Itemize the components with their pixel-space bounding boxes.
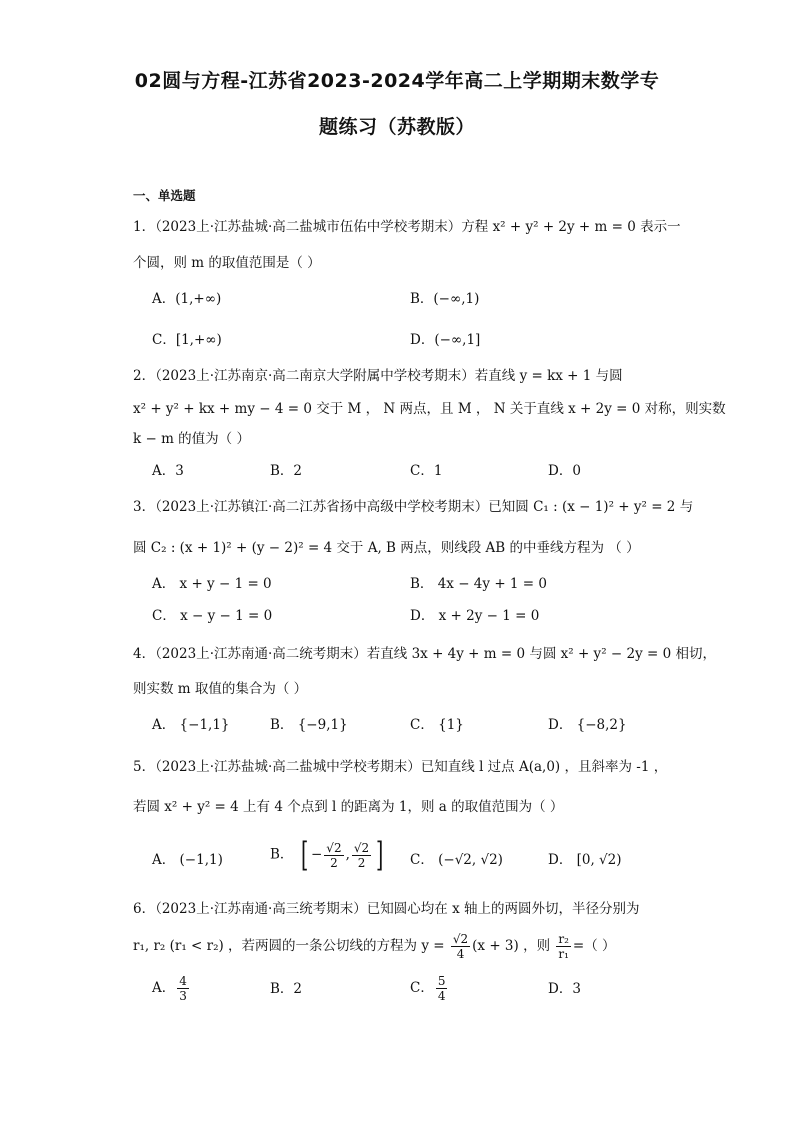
section-heading: 一、单选题 bbox=[133, 188, 196, 203]
question-5-line-2: 若圆 x² + y² = 4 上有 4 个点到 l 的距离为 1，则 a 的取值范围为（ ） bbox=[133, 799, 564, 815]
question-1-option-a[interactable]: A．(1,+∞) bbox=[152, 291, 222, 307]
question-1-line-1: 1．（2023上·江苏盐城·高二盐城市伍佑中学校考期末）方程 x² + y² + 2y + m = 0 表示一 bbox=[133, 219, 681, 235]
question-3-line-1: 3．（2023上·江苏镇江·高二江苏省扬中高级中学校考期末）已知圆 C₁ : (x − 1)² + y² = 2 与 bbox=[133, 499, 694, 515]
question-1-line-2: 个圆，则 m 的取值范围是（ ） bbox=[133, 255, 321, 271]
question-3-option-c[interactable]: C． x − y − 1 = 0 bbox=[152, 608, 273, 624]
minus-sign: − bbox=[310, 846, 323, 863]
question-5-option-d[interactable]: D． [0, √2) bbox=[548, 852, 622, 868]
question-2-line-3: k − m 的值为（ ） bbox=[133, 431, 250, 447]
question-4-option-a[interactable]: A． {−1,1} bbox=[152, 717, 230, 733]
question-3-option-a[interactable]: A． x + y − 1 = 0 bbox=[152, 576, 272, 592]
question-4-option-b[interactable]: B． {−9,1} bbox=[270, 717, 348, 733]
question-2-line-2: x² + y² + kx + my − 4 = 0 交于 M ， N 两点，且 M ， N 关于直线 x + 2y = 0 对称，则实数 bbox=[133, 401, 726, 417]
question-5-line-1: 5．（2023上·江苏盐城·高二盐城中学校考期末）已知直线 l 过点 A(a,0) ，且斜率为 -1 ， bbox=[133, 759, 668, 775]
question-5-option-b-label: B． bbox=[270, 846, 294, 863]
question-5-option-c[interactable]: C． (−√2, √2) bbox=[410, 852, 503, 868]
question-2-option-b[interactable]: B．2 bbox=[270, 463, 303, 479]
question-6-option-b[interactable]: B．2 bbox=[270, 981, 303, 997]
fraction: $\frac{5}{4}$ bbox=[437, 974, 446, 1003]
question-6-option-a[interactable]: A． $\frac{4}{3}$ bbox=[152, 974, 187, 1003]
fraction: $\frac{\text{r₂}}{\text{r₁}}$ bbox=[558, 932, 569, 961]
fraction: $\frac{√2}{2}$ bbox=[326, 840, 342, 870]
question-4-line-1: 4．（2023上·江苏南通·高二统考期末）若直线 3x + 4y + m = 0 与圆 x² + y² − 2y = 0 相切， bbox=[133, 646, 716, 662]
fraction: $\frac{√2}{4}$ bbox=[452, 932, 469, 961]
fraction: $\frac{√2}{2}$ bbox=[353, 840, 370, 870]
question-2-line-1: 2．（2023上·江苏南京·高二南京大学附属中学校考期末）若直线 y = kx + 1 与圆 bbox=[133, 368, 623, 384]
question-6-option-d[interactable]: D．3 bbox=[548, 981, 581, 997]
document-title-line-1: 02圆与方程-江苏省2023-2024学年高二上学期期末数学专 bbox=[134, 70, 660, 92]
question-4-line-2: 则实数 m 取值的集合为（ ） bbox=[133, 681, 308, 697]
question-5-option-a[interactable]: A． (−1,1) bbox=[152, 852, 223, 868]
question-3-option-b[interactable]: B． 4x − 4y + 1 = 0 bbox=[410, 576, 547, 592]
question-6-option-c[interactable]: C． $\frac{5}{4}$ bbox=[410, 974, 446, 1003]
document-title-line-2: 题练习（苏教版） bbox=[318, 116, 475, 138]
question-4-option-c[interactable]: C． {1} bbox=[410, 717, 464, 733]
question-3-option-d[interactable]: D． x + 2y − 1 = 0 bbox=[410, 608, 540, 624]
right-bracket-glyph: ] bbox=[376, 835, 384, 875]
question-1-option-c[interactable]: C．[1,+∞) bbox=[152, 332, 222, 348]
question-2-option-a[interactable]: A．3 bbox=[152, 463, 184, 479]
left-bracket-glyph: [ bbox=[300, 835, 308, 875]
fraction: $\frac{4}{3}$ bbox=[179, 974, 187, 1003]
question-6-line-1: 6．（2023上·江苏南通·高三统考期末）已知圆心均在 x 轴上的两圆外切，半径分别为 bbox=[133, 901, 640, 917]
question-1-option-d[interactable]: D．(−∞,1] bbox=[410, 332, 481, 348]
question-2-option-d[interactable]: D．0 bbox=[548, 463, 581, 479]
question-4-option-d[interactable]: D． {−8,2} bbox=[548, 717, 627, 733]
question-2-option-c[interactable]: C．1 bbox=[410, 463, 443, 479]
question-3-line-2: 圆 C₂ : (x + 1)² + (y − 2)² = 4 交于 A, B 两点，则线段 AB 的中垂线方程为 （ ） bbox=[133, 540, 640, 556]
question-6-line-2: r₁, r₂ (r₁ < r₂) ，若两圆的一条公切线的方程为 y = $\frac{√2}{4}$ (x + 3) ，则 $\frac{\text{r₂}}{\text{r₁}}$ =（ ） bbox=[133, 932, 616, 961]
question-1-option-b[interactable]: B．(−∞,1) bbox=[410, 291, 480, 307]
question-5-option-b[interactable]: B． [ − $\frac{√2}{2}$ , $\frac{√2}{2}$ ] bbox=[270, 835, 384, 875]
